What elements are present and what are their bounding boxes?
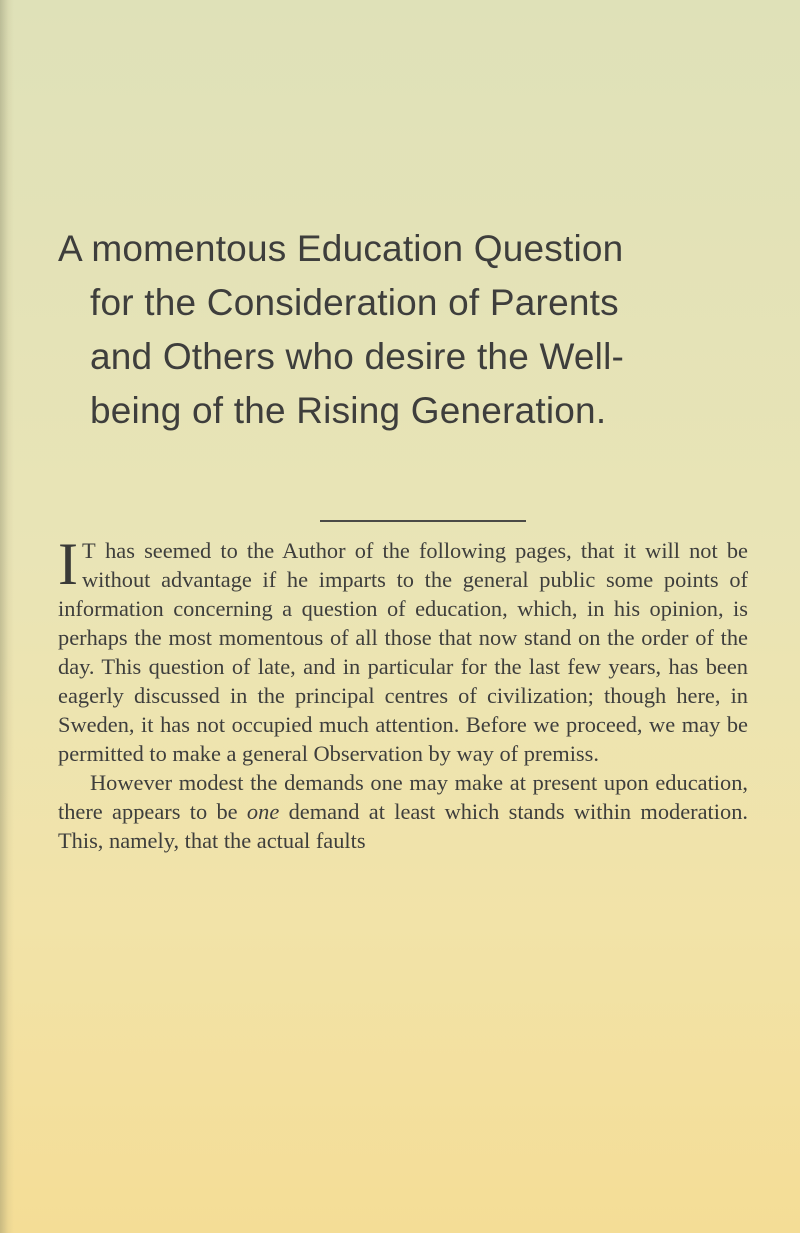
section-divider: [320, 520, 526, 522]
title-line-2: for the Consideration of Parents: [90, 282, 619, 323]
paragraph-1-text: has seemed to the Author of the following pages, that it will not be without advantage if he imparts to the general public some points of information concerning a question of education, which, in his opinion, is perhaps the most momentous of all those that now stand on the order of the day. This question of late, and in particular for the last few years, has been eagerly discussed in the principal centres of civilization; though here, in Sweden, it has not occupied much attention. Before we proceed, we may be permitted to make a general Observation by way of premiss.: [58, 538, 748, 766]
drop-cap-continuation: T: [81, 538, 96, 563]
paragraph-2-text-start: However modest the demands one may make at present upon education, there appears to be: [58, 770, 748, 824]
drop-cap: I: [58, 531, 78, 597]
paragraph-1: [58, 531, 748, 768]
page-title: [58, 222, 748, 438]
title-line-1: A momentous Education Question: [58, 228, 624, 269]
book-page: [58, 222, 748, 855]
page-edge-shadow: [0, 0, 14, 1233]
title-line-4: being of the Rising Generation.: [90, 390, 607, 431]
paragraph-2-text-end: demand at least which stands within moderation. This, namely, that the actual faults: [58, 799, 748, 853]
emphasized-word: one: [246, 799, 280, 824]
body-text: [58, 531, 748, 855]
paragraph-2: [58, 768, 748, 855]
title-line-3: and Others who desire the Well-: [90, 336, 625, 377]
